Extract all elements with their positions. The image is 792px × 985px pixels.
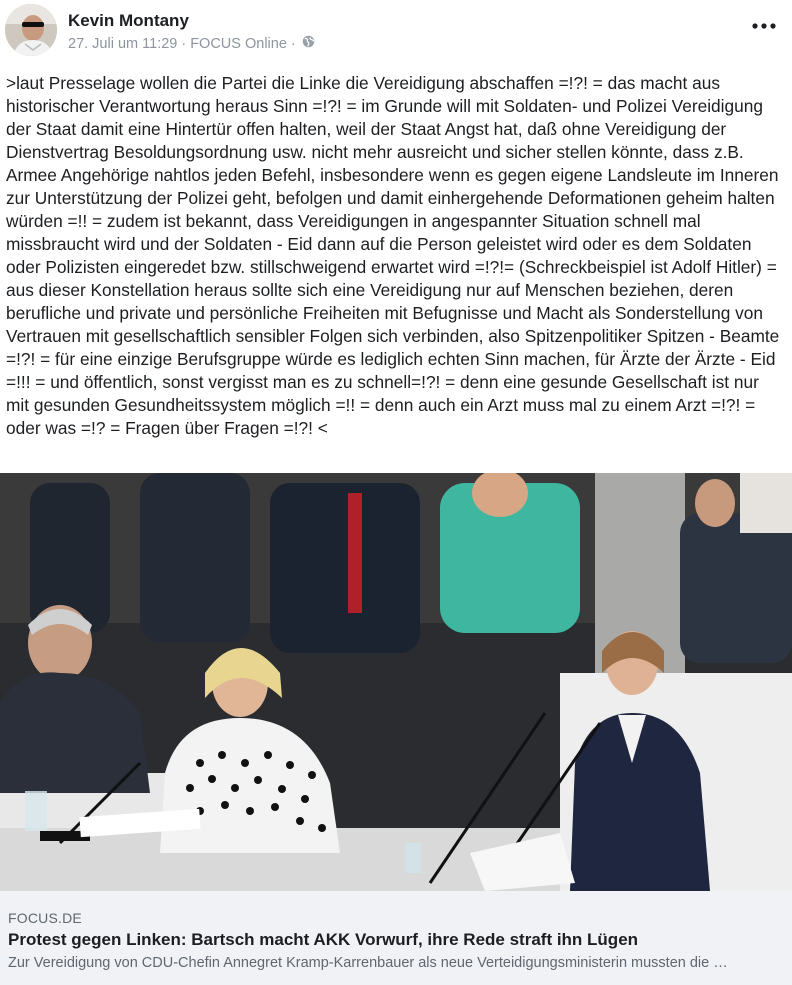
globe-icon (302, 35, 315, 52)
author-name[interactable]: Kevin Montany (68, 11, 189, 30)
link-description: Zur Vereidigung von CDU-Chefin Annegret Kramp-Karrenbauer als neue Verteidigungsministerin mussten die … (8, 955, 728, 971)
post-source[interactable]: FOCUS Online (190, 35, 287, 52)
post-timestamp[interactable]: 27. Juli um 11:29 (68, 35, 178, 52)
author-avatar[interactable] (5, 4, 57, 56)
post-meta (68, 35, 315, 52)
link-preview-image[interactable] (0, 473, 792, 891)
avatar-image (5, 4, 57, 56)
link-preview-card[interactable] (0, 891, 792, 985)
more-options-icon[interactable] (748, 14, 780, 38)
post-header (0, 0, 792, 64)
meta-separator: · (290, 35, 296, 52)
parliament-photo (0, 473, 792, 891)
link-domain: FOCUS.DE (8, 910, 82, 926)
link-title[interactable]: Protest gegen Linken: Bartsch macht AKK Vorwurf, ihre Rede straft ihn Lügen (8, 930, 639, 949)
meta-separator: · (181, 35, 187, 52)
post-text: >laut Presselage wollen die Partei die Linke die Vereidigung abschaffen =!?! = das macht aus historischer Verantwortung heraus Sinn =!?! = im Grunde will mit Soldaten- und Polizei Vereidigung der Staat damit eine Hintertür offen halten, weil der Staat Angst hat, daß ohne Vereidigung der Dienstvertrag Besoldungsordnung usw. nicht mehr ausreicht und sicher stellen könnte, dass z.B. Armee Angehörige nahtlos jeden Befehl, insbesondere wenn es gegen eigene Landsleute im Inneren zur Unterstützung der Polizei geht, befolgen und damit einhergehende Deformationen geheim halten würden =!! = zudem ist bekannt, dass Vereidigungen in angespannter Situation schnell mal missbraucht wird und der Soldaten - Eid dann auf die Person geleistet wird oder es dem Soldaten oder Polizisten eingeredet bzw. stillschweigend erwartet wird =!?!= (Schreckbeispiel ist Adolf Hitler) = aus dieser Konstellation heraus sollte sich eine Vereidigung nur auf Menschen beziehen, deren berufliche und private und persönliche Freiheiten mit Befugnisse und Macht als Sonderstellung von Vertrauen mit gesellschaftlich sensibler Folgen sich verbinden, also Spitzenpolitiker Spitzen - Beamte =!?! = für eine einzige Berufsgruppe würde es lediglich echten Sinn machen, für Ärzte der Ärzte - Eid =!!! = und öffentlich, sonst vergisst man es zu schnell=!?! = denn eine gesunde Gesellschaft ist nur mit gesunden Gesundheitssystem möglich =!! = denn auch ein Arzt muss mal zu einem Arzt =!?! = oder was =!? = Fragen über Fragen =!?! < (6, 73, 780, 438)
